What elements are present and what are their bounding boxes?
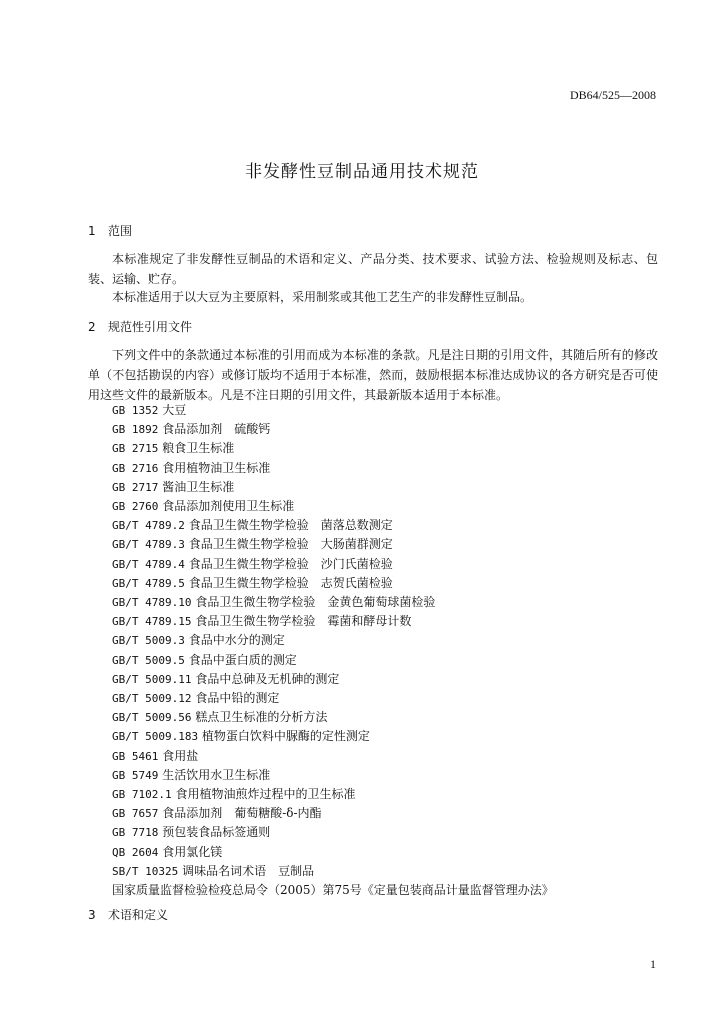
list-item bbox=[112, 862, 554, 881]
list-item bbox=[112, 555, 554, 574]
reference-name: 食用植物油煎炸过程中的卫生标准 bbox=[175, 787, 356, 802]
scope-paragraph-1: 本标准规定了非发酵性豆制品的术语和定义、产品分类、技术要求、试验方法、检验规则及标志、包装、运输、贮存。 bbox=[88, 252, 658, 286]
list-item bbox=[112, 651, 554, 670]
reference-code: GB 1892 bbox=[112, 423, 159, 437]
reference-name: 食品中水分的测定 bbox=[188, 633, 285, 648]
reference-name: 粮食卫生标准 bbox=[162, 441, 235, 456]
list-item bbox=[112, 535, 554, 554]
list-item bbox=[112, 766, 554, 785]
list-item bbox=[112, 420, 554, 439]
reference-code: GB 2717 bbox=[112, 480, 159, 494]
list-item bbox=[112, 516, 554, 535]
reference-name: 食品中总砷及无机砷的测定 bbox=[195, 671, 340, 686]
reference-name: 植物蛋白饮料中脲酶的定性测定 bbox=[201, 729, 370, 744]
reference-code: GB 5749 bbox=[112, 768, 159, 782]
reference-code: GB 7657 bbox=[112, 807, 159, 821]
reference-code: GB 7102.1 bbox=[112, 788, 172, 802]
section-heading-normative-references bbox=[88, 318, 192, 335]
page-number: 1 bbox=[650, 957, 656, 971]
list-item bbox=[112, 747, 554, 766]
reference-code: GB/T 4789.2 bbox=[112, 519, 185, 533]
reference-code: GB/T 5009.56 bbox=[112, 711, 192, 725]
scope-paragraph-2: 本标准适用于以大豆为主要原料，采用制浆或其他工艺生产的非发酵性豆制品。 bbox=[112, 290, 533, 304]
list-item bbox=[112, 708, 554, 727]
reference-name: 食品卫生微生物学检验 菌落总数测定 bbox=[188, 518, 393, 533]
reference-name: 食品卫生微生物学检验 霉菌和酵母计数 bbox=[195, 614, 412, 629]
section-number: 2 bbox=[88, 320, 96, 334]
section-heading-terms-definitions bbox=[88, 906, 168, 923]
reference-code: GB/T 5009.11 bbox=[112, 672, 192, 686]
list-item bbox=[112, 401, 554, 420]
reference-code: GB/T 4789.4 bbox=[112, 557, 185, 571]
reference-name: 食用植物油卫生标准 bbox=[162, 460, 271, 475]
reference-code: GB/T 4789.10 bbox=[112, 596, 192, 610]
section-number: 3 bbox=[88, 908, 96, 922]
list-item bbox=[112, 612, 554, 631]
reference-name: 生活饮用水卫生标准 bbox=[162, 767, 271, 782]
reference-name: 食品中蛋白质的测定 bbox=[188, 652, 297, 667]
reference-code: GB/T 5009.5 bbox=[112, 653, 185, 667]
list-item bbox=[112, 497, 554, 516]
reference-name: 食品添加剂 葡萄糖酸-δ-内酯 bbox=[162, 806, 322, 821]
list-item bbox=[112, 631, 554, 650]
document-code: DB64/525—2008 bbox=[569, 88, 656, 102]
section-title: 术语和定义 bbox=[108, 908, 169, 922]
reference-name: 国家质量监督检验检疫总局令（2005）第75号《定量包装商品计量监督管理办法》 bbox=[112, 883, 554, 898]
reference-code: GB/T 4789.3 bbox=[112, 538, 185, 552]
list-item bbox=[112, 593, 554, 612]
document-title: 非发酵性豆制品通用技术规范 bbox=[245, 162, 479, 182]
list-item bbox=[112, 478, 554, 497]
reference-code: GB/T 5009.3 bbox=[112, 634, 185, 648]
section-title: 范围 bbox=[108, 224, 133, 238]
reference-code: GB 7718 bbox=[112, 826, 159, 840]
section-heading-scope bbox=[88, 222, 132, 239]
reference-code: GB 5461 bbox=[112, 749, 159, 763]
section-number: 1 bbox=[88, 224, 96, 238]
reference-name: 食品卫生微生物学检验 金黄色葡萄球菌检验 bbox=[195, 595, 436, 610]
reference-name: 大豆 bbox=[162, 403, 187, 417]
list-item bbox=[112, 459, 554, 478]
list-item bbox=[112, 843, 554, 862]
reference-name: 食品添加剂 硫酸钙 bbox=[162, 422, 271, 437]
reference-code: GB 1352 bbox=[112, 404, 159, 417]
reference-name: 食品卫生微生物学检验 志贺氏菌检验 bbox=[188, 575, 393, 590]
reference-name: 食品添加剂使用卫生标准 bbox=[162, 499, 295, 514]
reference-code: GB/T 4789.15 bbox=[112, 615, 192, 629]
reference-code: GB 2760 bbox=[112, 500, 159, 514]
reference-code: GB/T 5009.12 bbox=[112, 692, 192, 706]
reference-name: 食用氯化镁 bbox=[162, 844, 223, 859]
reference-name: 食品卫生微生物学检验 沙门氏菌检验 bbox=[188, 556, 393, 571]
list-item bbox=[112, 727, 554, 746]
reference-name: 食品卫生微生物学检验 大肠菌群测定 bbox=[188, 537, 393, 552]
reference-code: SB/T 10325 bbox=[112, 864, 179, 878]
reference-name: 调味品名词术语 豆制品 bbox=[182, 863, 315, 878]
reference-name: 预包装食品标签通则 bbox=[162, 825, 271, 840]
reference-code: GB/T 5009.183 bbox=[112, 730, 199, 744]
reference-name: 食用盐 bbox=[162, 748, 199, 763]
list-item bbox=[112, 881, 554, 900]
list-item bbox=[112, 574, 554, 593]
reference-code: GB 2716 bbox=[112, 461, 159, 475]
list-item bbox=[112, 804, 554, 823]
list-item bbox=[112, 439, 554, 458]
list-item bbox=[112, 823, 554, 842]
reference-code: QB 2604 bbox=[112, 845, 159, 859]
reference-name: 食品中铅的测定 bbox=[195, 691, 280, 706]
reference-name: 酱油卫生标准 bbox=[162, 479, 235, 494]
reference-name: 糕点卫生标准的分析方法 bbox=[195, 710, 328, 725]
reference-code: GB/T 4789.5 bbox=[112, 576, 185, 590]
list-item bbox=[112, 785, 554, 804]
reference-code: GB 2715 bbox=[112, 442, 159, 456]
references-intro-paragraph: 下列文件中的条款通过本标准的引用而成为本标准的条款。凡是注日期的引用文件，其随后所有的修改单（不包括勘误的内容）或修订版均不适用于本标准，然而，鼓励根据本标准达成协议的各方研究是否可使用这些文件的最新版本。凡是不注日期的引用文件，其最新版本适用于本标准。 bbox=[88, 348, 658, 402]
list-item bbox=[112, 670, 554, 689]
list-item bbox=[112, 689, 554, 708]
reference-list bbox=[112, 401, 554, 900]
section-title: 规范性引用文件 bbox=[108, 320, 193, 334]
